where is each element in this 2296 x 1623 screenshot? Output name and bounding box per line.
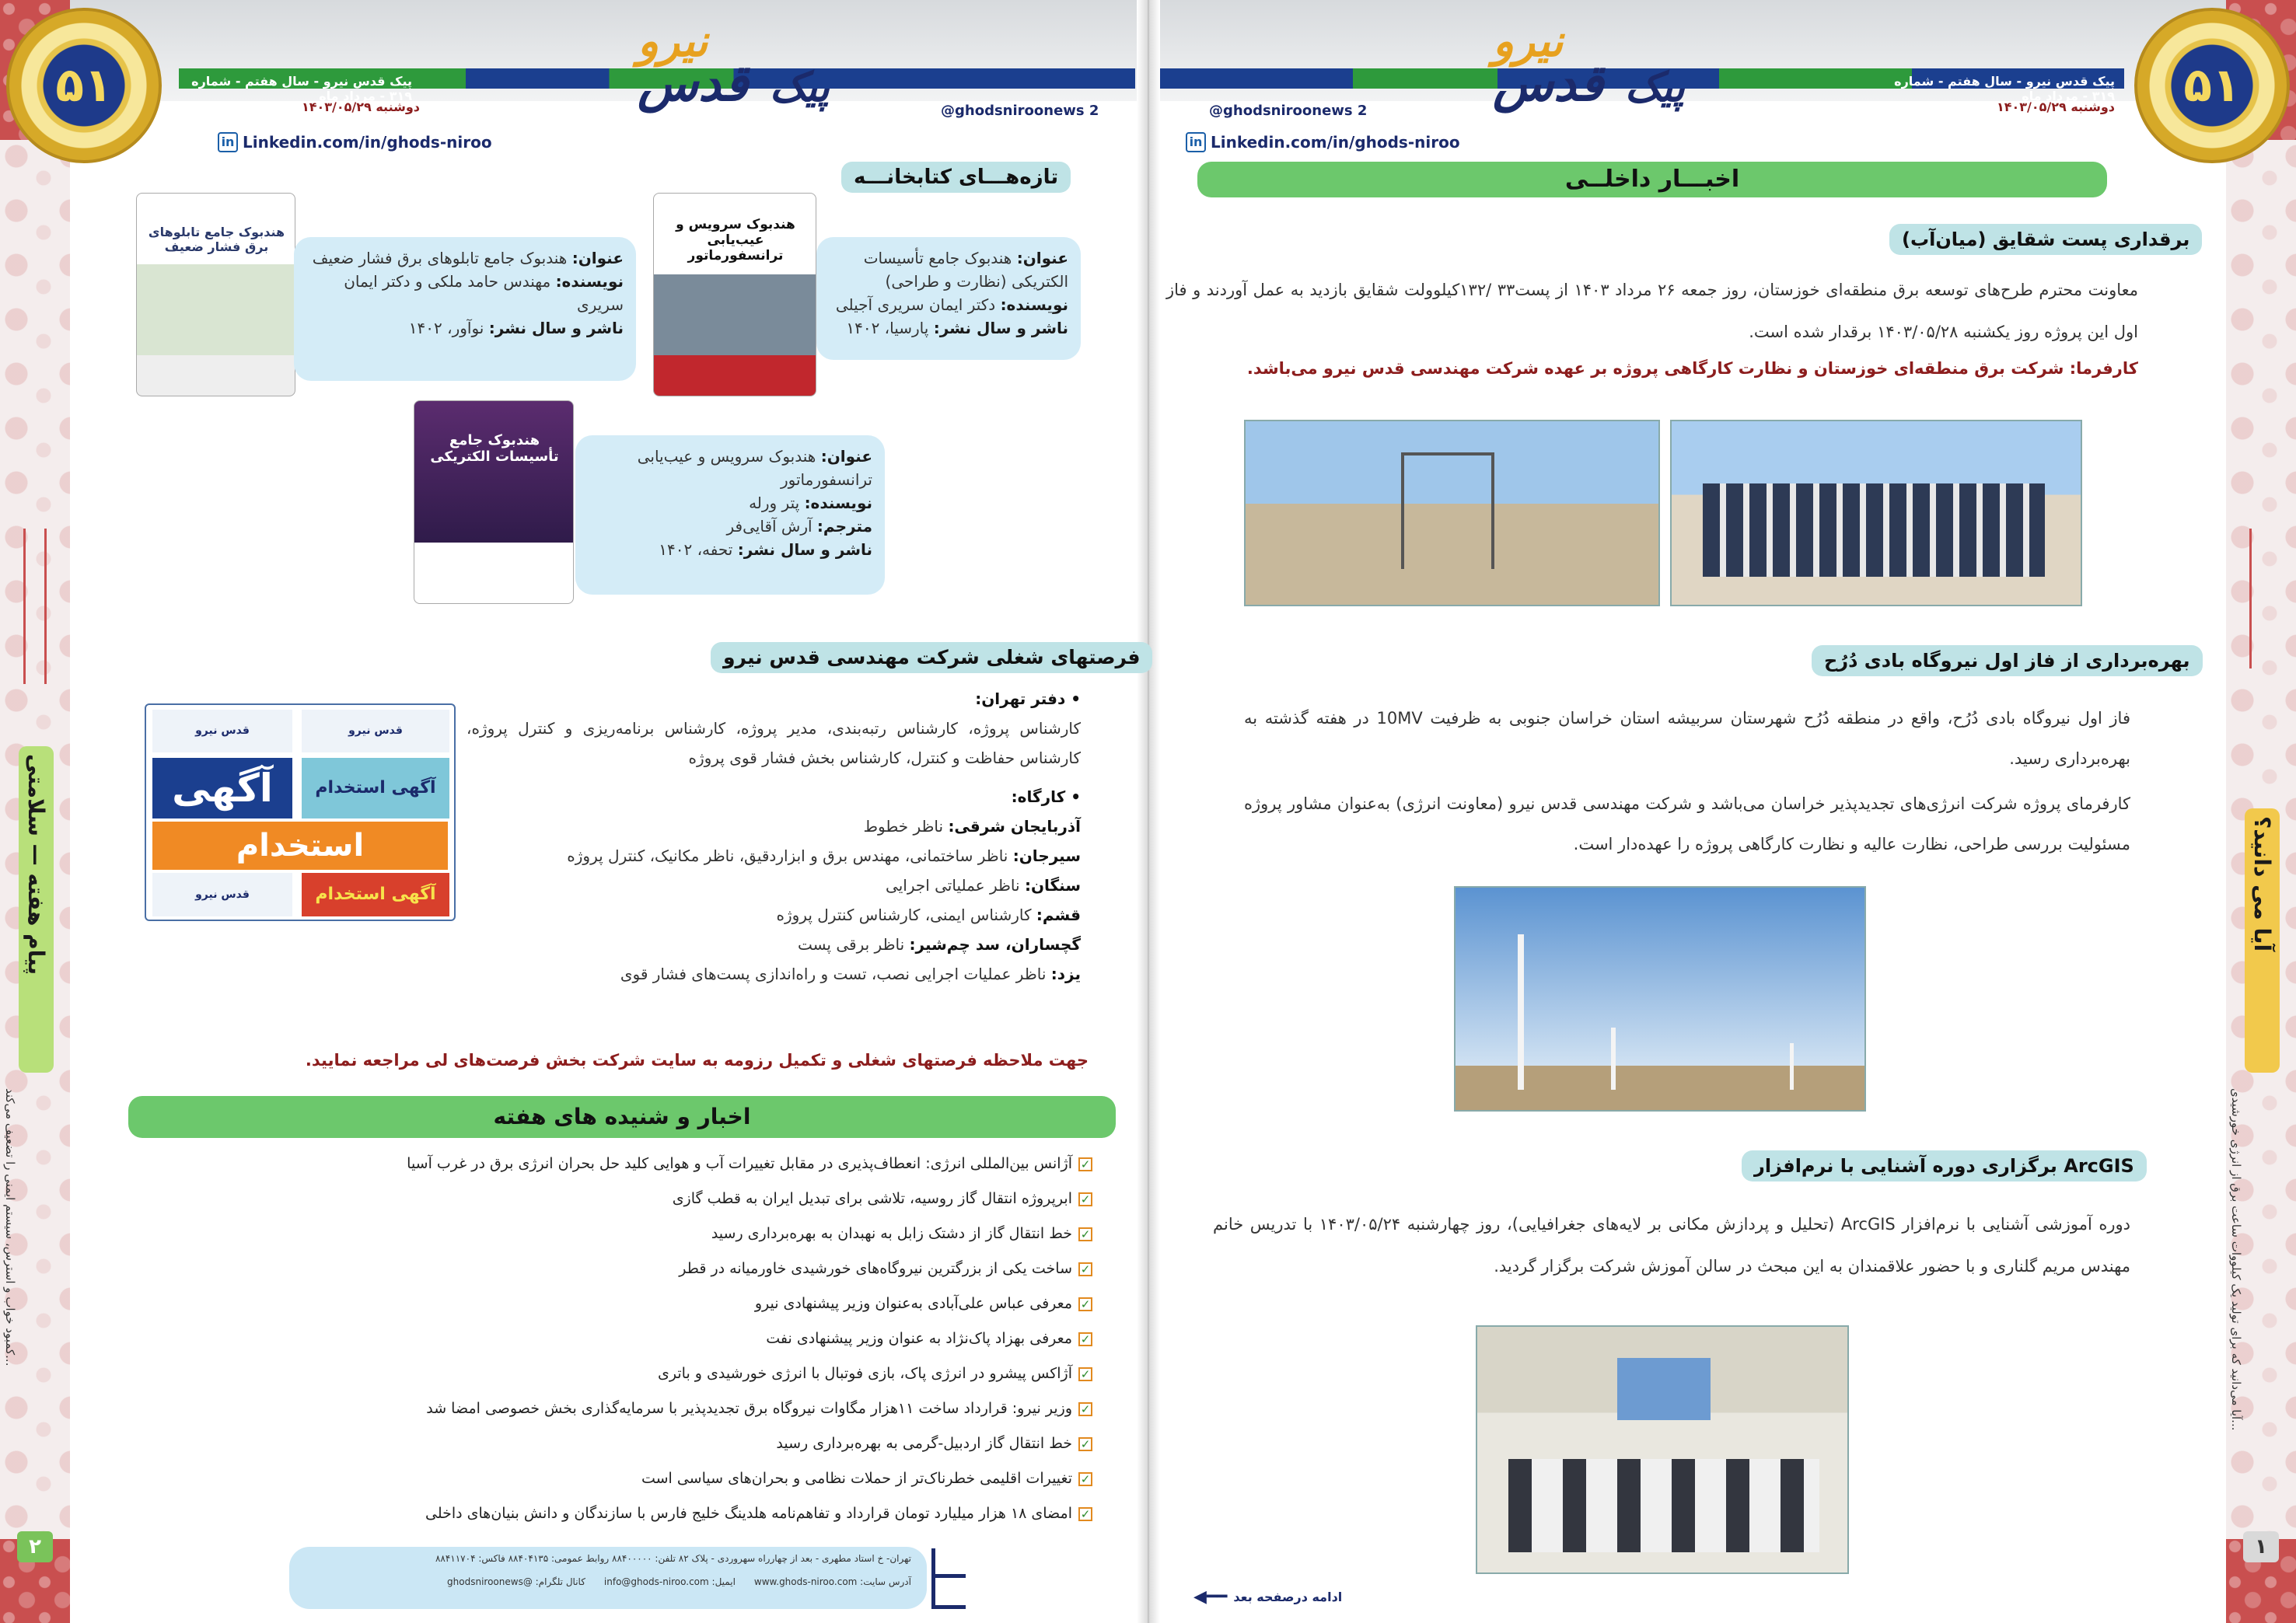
right-date: دوشنبه ۱۴۰۳/۰۵/۲۹ [1996,99,2115,114]
jobs-office-label: • دفتر تهران: [975,689,1081,708]
checkbox-icon: ✓ [1078,1227,1092,1241]
projector-screen [1617,1358,1711,1420]
page-fold [1137,0,1160,1623]
job-ad-graphic [145,703,456,921]
checkbox-icon: ✓ [1078,1157,1092,1171]
tower-icon [23,529,47,684]
book-cover-title: هندبوک جامع تابلوهای برق فشار ضعیف [148,225,285,254]
checkbox-icon: ✓ [1078,1472,1092,1486]
news-item[interactable]: ✓خط انتقال گاز از دشتک زابل به نهبدان به بهره‌برداری رسید [233,1216,1092,1251]
logo-small-text: پیک [1625,64,1685,111]
jobs-title: فرصتهای شغلی شرکت مهندسی قدس نیرو [711,642,1152,673]
footer-telegram[interactable]: کانال تلگرام: @ghodsniroonews [447,1576,585,1587]
checkbox-icon: ✓ [1078,1437,1092,1451]
jobs-list [467,684,1081,989]
arrow-left-icon: ◀━━ [1193,1587,1228,1607]
book-cover-title: هندبوک سرویس و عیب‌یابی ترانسفورماتور [676,217,795,264]
substation-photo [1244,420,1660,606]
news-list [233,1147,1092,1531]
linkedin-url: Linkedin.com/in/ghods-niroo [1211,133,1460,152]
contact-footer [289,1547,927,1609]
site-row: یزد: ناظر عملیات اجرایی نصب، تست و راه‌اندازی پست‌های فشار قوی [620,965,1081,983]
book-info-2: عنوان: هندبوک جامع تابلوهای برق فشار ضعیف نویسنده: مهندس حامد ملکی و دکتر ایمان سریری ناشر و سال نشر: نوآور، ۱۴۰۲ [294,237,636,381]
turbine-icon [1611,1028,1616,1090]
site-row: قشم: کارشناس ایمنی، کارشناس کنترل پروژه [776,906,1081,924]
book-cover-title: هندبوک جامع تأسیسات الکتریکی [430,432,559,465]
jobs-office-text: کارشناس پروژه، کارشناس رتبه‌بندی، مدیر پروژه، کارشناس برنامه‌ریزی و کنترل پروژه، کارشناس حفاظت و کنترل، کارشناس بخش فشار قوی پروژه [467,719,1081,767]
left-telegram[interactable]: @ghodsniroonews 2 [941,103,1099,119]
right-linkedin[interactable] [1186,132,1460,152]
issue-badge-left: ۵۱ [6,8,162,163]
ad-hire-2: آگهی استخدام [302,873,449,916]
book-cover-3 [414,400,574,604]
news-item[interactable]: ✓ابرپروژه انتقال گاز روسیه، تلاشی برای تبدیل ایران به قطب گازی [233,1181,1092,1216]
ad-brand-logo: قدس نیرو [152,873,292,916]
logo-top-text: نیرو [638,16,708,67]
checkbox-icon: ✓ [1078,1507,1092,1521]
article2-body: فاز اول نیروگاه بادی دُرُح، واقع در منطقه دُرُح شهرستان سربیشه استان خراسان جنوبی به ظرفیت 10MV در هفته گذشته به بهره‌برداری رسید. [1244,709,2130,768]
book-cover-2 [136,193,295,396]
linkedin-icon: in [218,132,238,152]
turbine-icon [1790,1043,1794,1090]
ad-brand-logo: قدس نیرو [152,710,292,752]
article2-body2: کارفرمای پروژه شرکت انرژی‌های تجدیدپذیر خراسان می‌باشد و شرکت مهندسی قدس نیرو (معاونت انرژی) به‌عنوان مشاور پروژه مسئولیت بررسی طراحی، نظارت عالیه و نظارت کارگاهی پروژه را عهده‌دار است. [1244,794,2130,853]
issue-badge-right: ۵۱ [2134,8,2290,163]
health-tip-title: پیام هفته — سلامتی [19,746,54,1073]
ad-big-hire-1: آگهی [152,758,292,818]
left-logo [614,16,847,117]
book-info-1: عنوان: هندبوک جامع تأسیسات الکتریکی (نظارت و طراحی) نویسنده: دکتر ایمان سریری آجیلی ناشر و سال نشر: پارسیا، ۱۴۰۲ [816,237,1081,360]
ad-hire-1: آگهی استخدام [302,758,449,818]
right-logo [1470,16,1703,117]
domestic-news-title: اخبـــار داخلــی [1197,162,2107,197]
checkbox-icon: ✓ [1078,1297,1092,1311]
jobs-site-label: • کارگاه: [1011,787,1081,806]
checkbox-icon: ✓ [1078,1262,1092,1276]
health-tip-text: کمبود خواب و استرس، سیستم ایمنی را تضعیف می‌کند... [3,1088,17,1366]
logo-main-text: قدس [638,54,749,113]
tower-icon [1401,452,1494,569]
book-info-3: عنوان: هندبوک سرویس و عیب‌یابی ترانسفورماتور نویسنده: پتر ورله مترجم: آرش آقایی‌فر ناشر و سال نشر: تحفه، ۱۴۰۲ [575,435,885,595]
site-row: سیرجان: ناظر ساختمانی، مهندس برق و ابزاردقیق، ناظر مکانیک، کنترل پروژه [567,846,1081,865]
news-item[interactable]: ✓ساخت یکی از بزرگترین نیروگاه‌های خورشیدی خاورمیانه در قطر [233,1251,1092,1286]
checkbox-icon: ✓ [1078,1192,1092,1206]
site-row: آذربایجان شرقی: ناظر خطوط [863,817,1081,836]
left-date: دوشنبه ۱۴۰۳/۰۵/۲۹ [301,99,420,114]
article1-employer: کارفرما: شرکت برق منطقه‌ای خوزستان و نظارت کارگاهی پروژه بر عهده شرکت مهندسی قدس نیرو می‌باشد. [1246,359,2138,378]
right-telegram[interactable]: @ghodsniroonews 2 [1209,103,1368,119]
news-item[interactable]: ✓آژاکس پیشرو در انرژی پاک، بازی فوتبال با انرژی خورشیدی و باتری [233,1356,1092,1391]
ad-brand-logo: قدس نیرو [302,710,449,752]
checkbox-icon: ✓ [1078,1402,1092,1416]
news-item[interactable]: ✓تغییرات اقلیمی خطرناک‌تر از حملات نظامی و بحران‌های سیاسی است [233,1461,1092,1496]
left-linkedin[interactable] [218,132,492,152]
footer-address: تهران- خ استاد مطهری - بعد از چهارراه سهروردی - پلاک ۸۲ تلفن: ۸۸۴۰۰۰۰۰ روابط عمومی: ۸۸۴۰۴۱۳۵ فاکس: ۸۸۴۱۱۷۰۴ [435,1553,911,1564]
continue-text: ادامه درصفحه بعد [1233,1590,1343,1604]
checkbox-icon: ✓ [1078,1332,1092,1346]
wind-farm-photo [1454,886,1866,1112]
checkbox-icon: ✓ [1078,1367,1092,1381]
left-side-panel [0,140,70,1558]
weekly-news-title: اخبار و شنیده های هفته [128,1096,1116,1138]
right-side-panel [2226,140,2296,1558]
linkedin-icon: in [1186,132,1206,152]
left-page-number: ۲ [17,1531,53,1562]
book-cover-1 [653,193,816,396]
continue-link[interactable] [1193,1587,1342,1607]
news-item[interactable]: ✓امضای ۱۸ هزار میلیارد تومان قرارداد و تفاهم‌نامه هلدینگ خلیج فارس با سازندگان و دانش بنیان‌های داخلی [233,1496,1092,1531]
windmill-icon [2249,529,2273,668]
article2-title: بهره‌برداری از فاز اول نیروگاه بادی دُرُح [1812,645,2203,676]
news-item[interactable]: ✓خط انتقال گاز اردبیل-گرمی به بهره‌برداری رسید [233,1426,1092,1461]
turbine-icon [1518,934,1524,1090]
linkedin-url: Linkedin.com/in/ghods-niroo [243,133,492,152]
footer-links [305,1576,911,1587]
news-item[interactable]: ✓معرفی عباس علی‌آبادی به‌عنوان وزیر پیشنهادی نیرو [233,1286,1092,1321]
jobs-note: جهت ملاحظه فرصتهای شغلی و تکمیل رزومه به سایت شرکت بخش فرصت‌های لی مراجعه نمایید. [305,1051,1089,1070]
site-row: گچساران، سد چم‌شیر: ناظر برقی پست [797,935,1081,954]
news-item[interactable]: ✓وزیر نیرو: قرارداد ساخت ۱۱هزار مگاوات نیروگاه برق تجدیدپذیر با سرمایه‌گذاری بخش خصوصی امضا شد [233,1391,1092,1426]
logo-small-text: پیک [770,64,830,111]
article3-body: دوره آموزشی آشنایی با نرم‌افزار ArcGIS (تحلیل و پردازش مکانی بر لایه‌های جغرافیایی)، روز چهارشنبه ۱۴۰۳/۰۵/۲۴ با تدریس خانم مهندس مریم گلناری و با حضور علاقمندان به این مبحث در سالن آموزش شرکت برگزار گردید. [1213,1215,2130,1276]
article1-body: معاونت محترم طرح‌های توسعه برق منطقه‌ای خوزستان، روز جمعه ۲۶ مرداد ۱۴۰۳ از پست۳۳ /۱۳۲کیلوولت شقایق بازدید به عمل آوردند و فاز اول این پروژه روز یکشنبه ۱۴۰۳/۰۵/۲۸ برقدار شده است. [1166,281,2138,341]
footer-email[interactable]: ایمیل: info@ghods-niroo.com [603,1576,736,1587]
left-info-line: پیک قدس نیرو - سال هفتم - شماره ۳۱۹ - مرداد ماه [191,74,412,103]
ad-big-hire-2: استخدام [152,822,448,870]
library-title: تازه‌هـــای کتابخانـــه [841,162,1071,193]
article1-title: برقداری پست شقایق (میان‌آب) [1889,224,2202,255]
right-info-line: پیک قدس نیرو - سال هفتم - شماره ۳۱۹ - مرداد ماه [1894,74,2115,103]
training-class-photo [1476,1325,1849,1574]
people-group [1703,483,2045,577]
site-row: سنگان: ناظر عملیاتی اجرایی [886,876,1081,895]
article3-title: برگزاری دوره آشنایی با نرم‌افزار ArcGIS [1742,1150,2147,1181]
logo-main-text: قدس [1493,54,1604,113]
company-logo [931,1548,966,1609]
news-item[interactable]: ✓آژانس بین‌المللی انرژی: انعطاف‌پذیری در مقابل تغییرات آب و هوایی کلید حل بحران انرژی برق در غرب آسیا [233,1147,1092,1181]
right-page-number: ۱ [2243,1531,2279,1562]
did-you-know-text: آیا می‌دانید که برای تولید یک کیلووات ساعت برق از انرژی خورشیدی... [2229,1088,2243,1431]
attendees [1508,1459,1819,1552]
visit-group-photo [1670,420,2082,606]
news-item[interactable]: ✓معرفی بهزاد پاک‌نژاد به عنوان وزیر پیشنهادی نفت [233,1321,1092,1356]
did-you-know-title: آیا می دانید؟ [2245,808,2280,1073]
footer-site[interactable]: آدرس سایت: www.ghods-niroo.com [753,1576,911,1587]
logo-top-text: نیرو [1493,16,1564,67]
